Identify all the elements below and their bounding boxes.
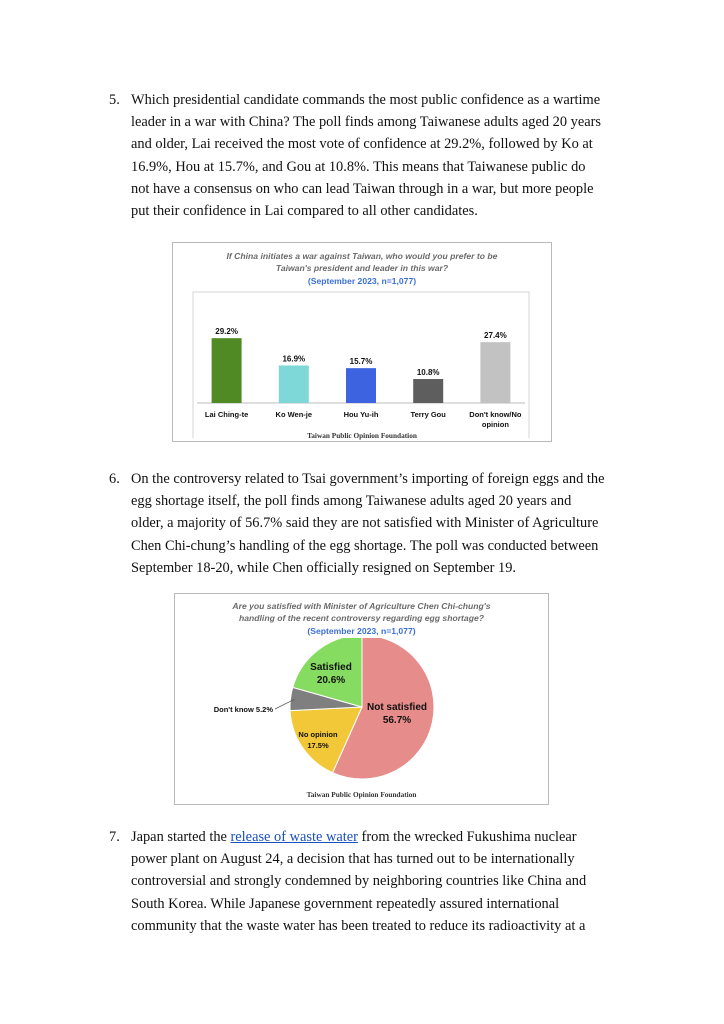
paragraph-line: [131, 826, 621, 848]
category-label: Lai Ching-te: [204, 410, 249, 419]
bar: [480, 342, 510, 403]
chart-subtitle: (September 2023, n=1,077): [307, 626, 416, 636]
bar-value-label: 15.7%: [349, 357, 373, 367]
chart-question-line: If China initiates a war against Taiwan, who would you prefer to be: [226, 251, 498, 261]
chart-source: Taiwan Public Opinion Foundation: [307, 431, 417, 440]
pie-chart: [175, 638, 548, 790]
list-item-7: [109, 826, 619, 941]
item-number: 5.: [109, 92, 120, 108]
bar-value-label: 16.9%: [282, 354, 306, 364]
list-item-5: [109, 89, 619, 229]
bar-value-label: 27.4%: [484, 331, 507, 341]
slice-label: Satisfied: [310, 662, 352, 673]
chart-question-line: Are you satisfied with Minister of Agriculture Chen Chi-chung's: [232, 601, 491, 611]
paragraph-line: September 18-20, while Chen officially resigned on September 19.: [131, 559, 516, 576]
paragraph-line: Which presidential candidate commands the most public confidence as a wartime: [131, 92, 601, 108]
category-label: Hou Yu-ih: [343, 410, 379, 419]
bar-value-label: 29.2%: [215, 327, 238, 337]
paragraph-line: older, a majority of 56.7% said they are not satisfied with Minister of Agriculture: [131, 515, 599, 532]
item-number: 7.: [109, 829, 120, 845]
bar: [346, 368, 376, 403]
chart-source: Taiwan Public Opinion Foundation: [306, 790, 417, 799]
paragraph-line: not have a consensus on who can lead Taiwan through in a war, but more people: [131, 180, 594, 197]
item-6-paragraph: [131, 468, 621, 579]
chart-question-line: Taiwan's president and leader in this war?: [275, 263, 449, 273]
paragraph-line: put their confidence in Lai compared to all other candidates.: [131, 203, 478, 220]
bar: [279, 365, 309, 403]
category-label: opinion: [481, 420, 509, 429]
slice-value-label: 56.7%: [382, 715, 412, 726]
release-of-waste-water-link[interactable]: release of waste water: [230, 829, 358, 845]
category-label: Terry Gou: [410, 410, 446, 419]
pie-chart-figure: [174, 593, 549, 805]
slice-value-label: 20.6%: [316, 675, 346, 686]
slice-label: Not satisfied: [366, 702, 428, 713]
bar: [413, 379, 443, 403]
line-text: from the wrecked Fukushima nuclear: [357, 829, 577, 845]
paragraph-line: leader in a war with China? The poll finds among Taiwanese adults aged 20 years: [131, 114, 602, 131]
category-label: Ko Wen-je: [275, 410, 313, 419]
paragraph-line: controversial and strongly condemned by neighboring countries like China and: [131, 873, 587, 890]
slice-value-label: 17.5%: [307, 741, 329, 750]
item-7-paragraph: [131, 826, 621, 937]
paragraph-line: South Korea. While Japanese government repeatedly assured international: [131, 895, 560, 912]
paragraph-line: egg shortage itself, the poll finds among Taiwanese adults aged 20 years and: [131, 493, 572, 510]
bar-chart-figure: [172, 242, 552, 442]
bar-value-label: 10.8%: [416, 368, 440, 378]
chart-question-line: handling of the recent controversy regarding egg shortage?: [239, 613, 484, 623]
chart-subtitle: (September 2023, n=1,077): [307, 276, 417, 286]
slice-label: No opinion: [298, 730, 338, 739]
bar: [212, 338, 242, 403]
category-label: Don't know/No: [469, 410, 522, 419]
item-number: 6.: [109, 471, 120, 487]
paragraph-line: power plant on August 24, a decision that has turned out to be internationally: [131, 851, 575, 868]
paragraph-line: 16.9%, Hou at 15.7%, and Gou at 10.8%. This means that Taiwanese public do: [131, 158, 586, 175]
paragraph-line: and older, Lai received the most vote of confidence at 29.2%, followed by Ko at: [131, 136, 593, 153]
line-text: Japan started the: [131, 829, 231, 845]
paragraph-line: On the controversy related to Tsai government’s importing of foreign eggs and the: [131, 471, 605, 487]
bar-chart: [173, 288, 551, 438]
slice-label: Don't know 5.2%: [213, 705, 273, 714]
item-5-paragraph: [131, 89, 621, 222]
list-item-6: [109, 468, 619, 583]
paragraph-line: community that the waste water has been treated to reduce its radioactivity at a: [131, 917, 586, 934]
paragraph-line: Chen Chi-chung’s handling of the egg shortage. The poll was conducted between: [131, 537, 599, 554]
